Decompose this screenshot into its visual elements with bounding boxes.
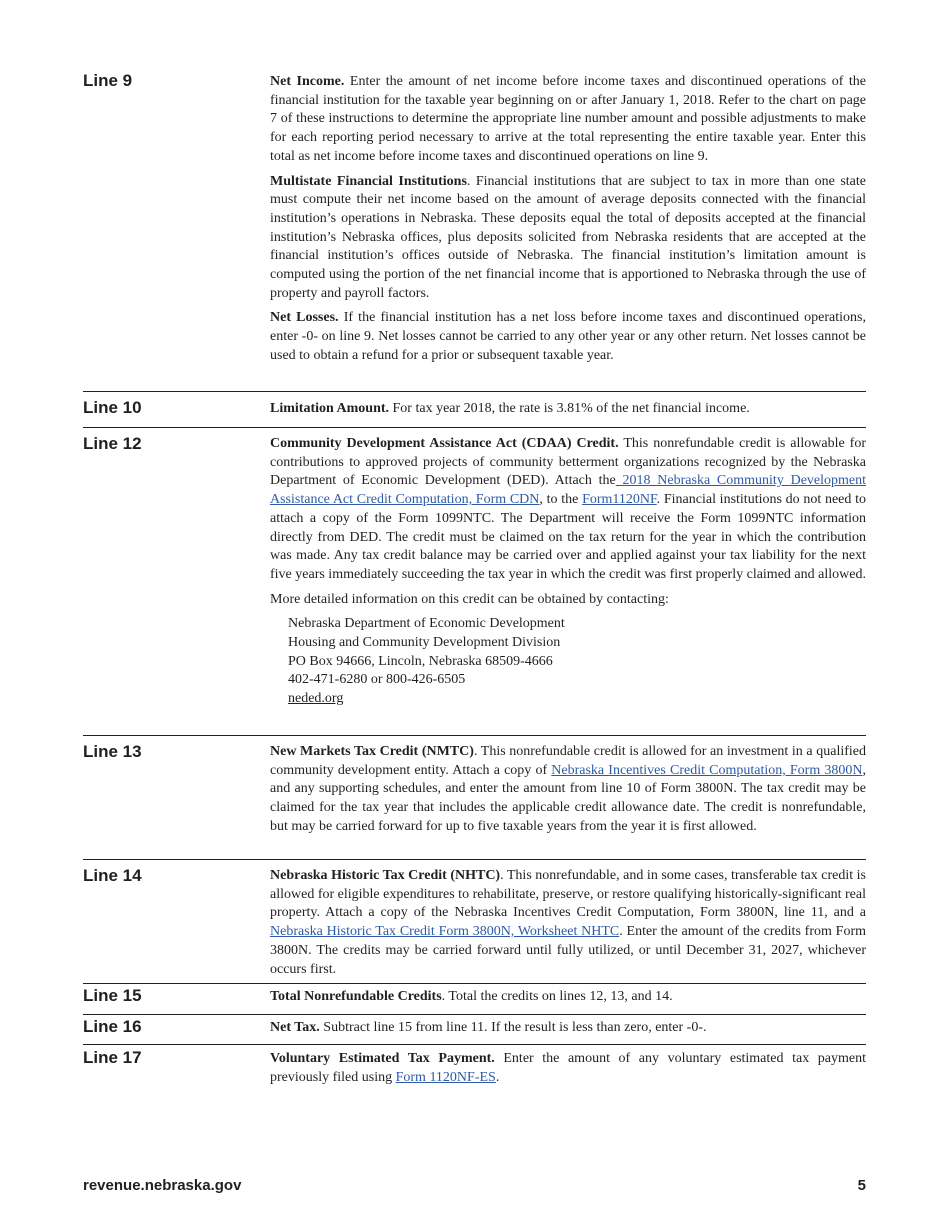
neded-link[interactable]: neded.org [288, 691, 344, 707]
paragraph-heading: New Markets Tax Credit (NMTC) [270, 744, 474, 759]
line-label: Line 14 [83, 866, 142, 885]
paragraph-heading: Multistate Financial Institutions [270, 173, 467, 189]
line-label: Line 16 [83, 1017, 142, 1036]
line-label: Line 17 [83, 1048, 142, 1067]
paragraph-text: . Total the credits on lines 12, 13, and 14. [441, 989, 673, 1004]
line-body [270, 73, 866, 372]
paragraph-text: , to the [539, 492, 583, 508]
paragraph-text: . This nonrefundable credit is allowed for an investment in a qualified community development entity. Attach a copy of [270, 744, 866, 778]
line-body [270, 435, 866, 709]
paragraph: More detailed information on this credit can be obtained by contacting: [270, 591, 669, 607]
paragraph-heading: Net Income. [270, 74, 345, 89]
paragraph [270, 400, 866, 419]
line-body [270, 1050, 866, 1093]
paragraph-heading: Nebraska Historic Tax Credit (NHTC) [270, 868, 501, 883]
paragraph-text: , and any supporting schedules, and enter the amount from line 10 of Form 3800N. The tax credit may be claimed for the tax year that includes the applicable credit allowance date. The credit is nonrefundable, but may be carried forward for up to five taxable years from the year it is first allowed. [270, 762, 866, 834]
line-label: Line 13 [83, 742, 142, 761]
paragraph-heading: Voluntary Estimated Tax Payment. [270, 1051, 495, 1066]
line-label: Line 15 [83, 986, 142, 1005]
form-3800n-link[interactable]: Nebraska Incentives Credit Computation, Form 3800N [551, 762, 863, 778]
address-block [288, 615, 866, 709]
paragraph [270, 1050, 866, 1087]
line-label: Line 12 [83, 434, 142, 453]
paragraph-text: For tax year 2018, the rate is 3.81% of the net financial income. [389, 401, 750, 416]
line-label: Line 9 [83, 71, 133, 90]
line-13-section [83, 735, 866, 834]
paragraph-text: Subtract line 15 from line 11. If the result is less than zero, enter -0-. [319, 1020, 707, 1035]
paragraph-heading: Net Tax. [270, 1020, 320, 1035]
paragraph [270, 435, 866, 585]
line-15-section [83, 983, 866, 1005]
page-number: 5 [857, 1177, 866, 1194]
paragraph [270, 309, 866, 365]
worksheet-nhtc-link[interactable]: Nebraska Historic Tax Credit Form 3800N, Worksheet NHTC [270, 924, 620, 940]
paragraph-text: . Enter the amount of the credits from Form 3800N. The credits may be carried forward until fully utilized, or until December 31, 2027, whichever occurs first. [270, 924, 866, 977]
paragraph-text: Enter the amount of any voluntary estimated tax payment previously filed using [270, 1051, 866, 1085]
paragraph-text: . [495, 1069, 500, 1085]
paragraph-text: This nonrefundable credit is allowable for contributions to approved projects of community betterment organizations recognized by the Nebraska Department of Economic Development (DED). Attach the [270, 436, 866, 489]
paragraph-text: . This nonrefundable, and in some cases, transferable tax credit is allowed for eligible expenditures to rehabilitate, preserve, or restore qualifying historically-significant real property. Attach a copy of the Nebraska Incentives Credit Computation, Form 3800N, line 11, and a [270, 868, 866, 921]
paragraph-heading: Total Nonrefundable Credits [270, 989, 442, 1004]
address-line: PO Box 94666, Lincoln, Nebraska 68509-4666 [288, 653, 553, 669]
line-body [270, 1019, 866, 1044]
paragraph-heading: Limitation Amount. [270, 401, 390, 416]
paragraph-text: If the financial institution has a net loss before income taxes and discontinued operations, enter -0- on line 9. Net losses cannot be carried to any other year or any other return. Net losses cannot be used to obtain a refund for a prior or subsequent taxable year. [270, 310, 866, 363]
form-1120nf-link[interactable]: Form1120NF [582, 492, 657, 508]
paragraph [270, 988, 866, 1007]
line-body [270, 988, 866, 1013]
line-body [270, 400, 866, 425]
paragraph [270, 743, 866, 837]
form-1120nf-es-link[interactable]: Form 1120NF-ES [395, 1069, 496, 1085]
line-17-section [83, 1044, 866, 1085]
line-body [270, 867, 866, 985]
paragraph [270, 173, 866, 304]
address-line: Nebraska Department of Economic Development [288, 616, 565, 632]
line-14-section [83, 859, 866, 977]
paragraph-heading: Net Losses. [270, 310, 339, 326]
line-12-section [83, 427, 867, 707]
form-cdn-link[interactable]: 2018 Nebraska Community Development Assistance Act Credit Computation, Form CDN [270, 473, 867, 508]
line-label: Line 10 [83, 398, 142, 417]
paragraph-text: . Financial institutions that are subject to tax in more than one state must compute their net income based on the amount of average deposits connected with the financial institution’s operations in Nebraska. These deposits equal the total of deposits accepted at the financial institution’s Nebraska offices, plus deposits solicited from Nebraska residents that are accepted at the financial institution’s offices outside of Nebraska. The financial institution’s limitation amount is computed using the portion of the net financial income that is apportioned to Nebraska through the use of property and payroll factors. [270, 173, 866, 301]
paragraph [270, 867, 866, 979]
paragraph [270, 1019, 866, 1038]
line-body [270, 743, 866, 843]
line-16-section [83, 1014, 866, 1036]
paragraph-text: Enter the amount of net income before income taxes and discontinued operations of the financial institution for the taxable year beginning on or after January 1, 2018. Refer to the chart on page 7 of these instructions to determine the appropriate line number amount and possible adjustments to make for each reporting period necessary to arrive at the total representing the entire taxable year. Enter this total as net income before income taxes and discontinued operations on line 9. [270, 74, 867, 164]
address-line: Housing and Community Development Division [288, 635, 561, 651]
paragraph-heading: Community Development Assistance Act (CDAA) Credit. [270, 436, 619, 451]
line-10-section [83, 391, 866, 417]
address-line: 402-471-6280 or 800-426-6505 [288, 672, 466, 688]
paragraph-text: . Financial institutions do not need to attach a copy of the Form 1099NTC. The Department will receive the Form 1099NTC information directly from DED. The credit must be claimed on the tax return for the year in which the contribution was made. Any tax credit balance may be carried over and applied against your tax liability for the next five years immediately succeeding the tax year in which the credit was first properly claimed and allowed. [270, 492, 866, 582]
paragraph [270, 73, 866, 167]
footer-website: revenue.nebraska.gov [83, 1177, 242, 1194]
